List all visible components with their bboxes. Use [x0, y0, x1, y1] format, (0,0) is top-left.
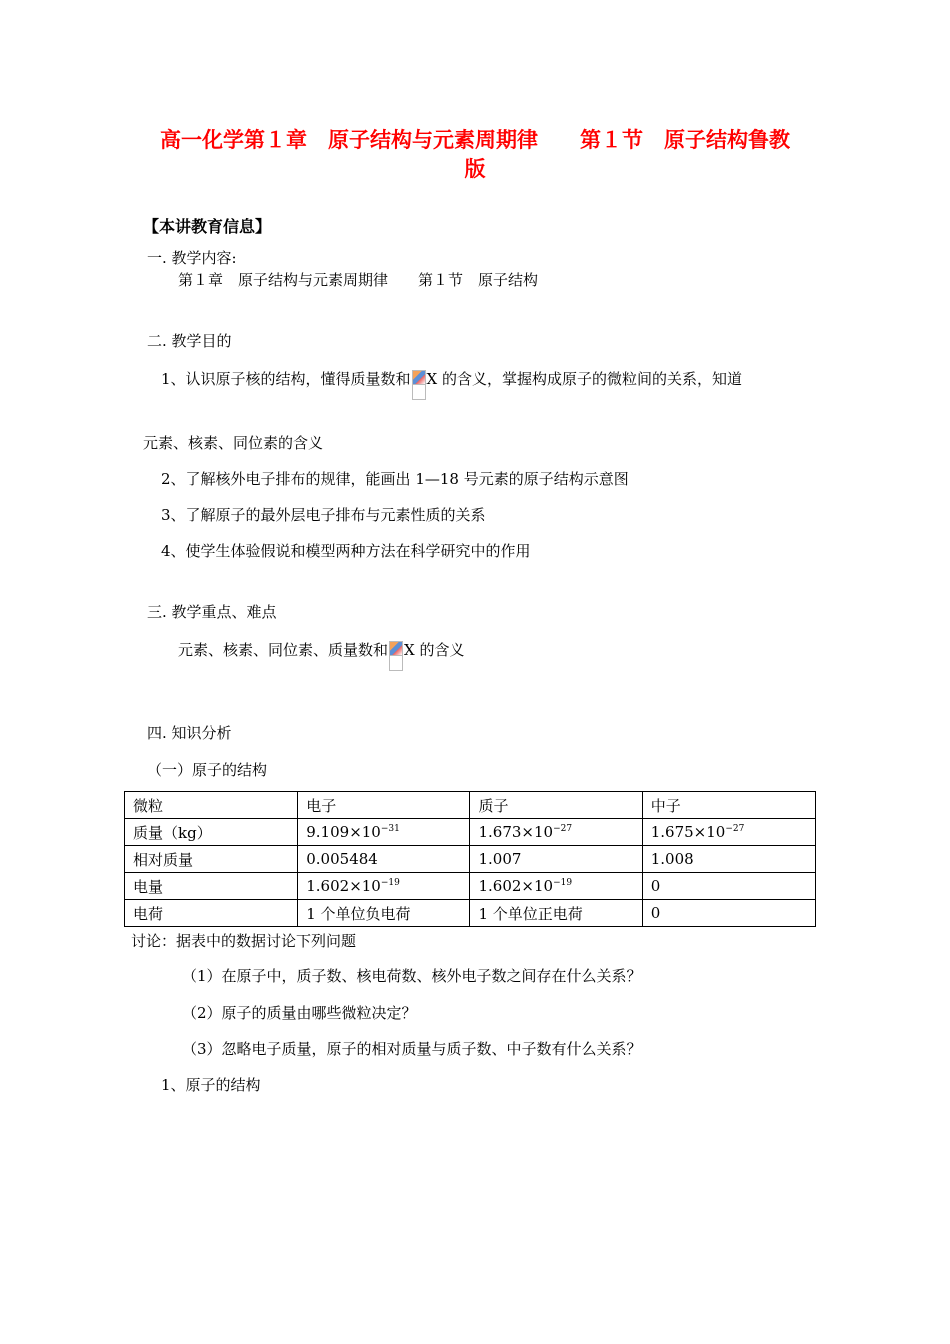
value-base: 1.602×10 [478, 877, 554, 895]
objective-1 [161, 369, 742, 400]
table-cell [470, 819, 642, 846]
subsection-atom-structure: （一）原子的结构 [147, 761, 268, 779]
objective-3: 3、了解原子的最外层电子排布与元素性质的关系 [161, 506, 486, 524]
table-cell: 1.008 [642, 846, 815, 873]
value-exponent: −27 [725, 824, 745, 834]
section-3-text-b: X 的含义 [404, 641, 465, 659]
value-exponent: −19 [380, 878, 400, 888]
section-1-heading: 一. 教学内容: [147, 249, 237, 267]
broken-image-icon [389, 641, 403, 671]
section-3-content [178, 640, 464, 671]
row-label: 电荷 [125, 900, 298, 927]
objective-4: 4、使学生体验假说和模型两种方法在科学研究中的作用 [161, 542, 531, 560]
row-label: 质量（kg） [125, 819, 298, 846]
table-header-cell: 电子 [298, 792, 470, 819]
table-header-cell: 微粒 [125, 792, 298, 819]
particle-table [124, 791, 816, 927]
value-base: 1.675×10 [650, 823, 726, 841]
table-row [125, 873, 816, 900]
table-row [125, 819, 816, 846]
section-header: 【本讲教育信息】 [143, 217, 272, 236]
table-cell [642, 819, 815, 846]
table-header-cell: 中子 [642, 792, 815, 819]
row-label: 相对质量 [125, 846, 298, 873]
table-cell [298, 873, 470, 900]
table-header-row [125, 792, 816, 819]
section-4-heading: 四. 知识分析 [147, 724, 232, 742]
discussion-lead: 讨论：据表中的数据讨论下列问题 [131, 932, 357, 950]
value-exponent: −27 [553, 824, 573, 834]
value-base: 1.673×10 [478, 823, 554, 841]
section-1-content: 第１章 原子结构与元素周期律 第１节 原子结构 [178, 271, 539, 289]
table-row [125, 900, 816, 927]
table-cell: 0.005484 [298, 846, 470, 873]
objective-2: 2、了解核外电子排布的规律，能画出 1—18 号元素的原子结构示意图 [161, 470, 629, 488]
table-row [125, 846, 816, 873]
table-cell [470, 873, 642, 900]
table-cell: 1 个单位正电荷 [470, 900, 642, 927]
section-2-heading: 二. 教学目的 [147, 332, 232, 350]
discussion-question-3: （3）忽略电子质量，原子的相对质量与质子数、中子数有什么关系？ [182, 1040, 642, 1058]
broken-image-icon [412, 370, 426, 400]
objective-1-text-a: 1、认识原子核的结构，懂得质量数和 [161, 370, 411, 388]
value-exponent: −19 [553, 878, 573, 888]
document-title-line-2: 版 [464, 157, 486, 181]
discussion-question-1: （1）在原子中，质子数、核电荷数、核外电子数之间存在什么关系？ [182, 967, 642, 985]
table-cell [298, 819, 470, 846]
sub-heading-atom-structure: 1、原子的结构 [161, 1076, 261, 1094]
section-3-text-a: 元素、核素、同位素、质量数和 [178, 641, 389, 659]
document-title-line-1: 高一化学第１章 原子结构与元素周期律 第１节 原子结构鲁教 [160, 128, 790, 152]
value-base: 9.109×10 [306, 823, 381, 841]
section-3-heading: 三. 教学重点、难点 [147, 603, 277, 621]
table-cell: 0 [642, 900, 815, 927]
objective-1-continuation: 元素、核素、同位素的含义 [143, 434, 324, 452]
objective-1-text-b: X 的含义，掌握构成原子的微粒间的关系，知道 [426, 370, 742, 388]
value-base: 1.602×10 [306, 877, 381, 895]
table-cell: 0 [642, 873, 815, 900]
table-cell: 1.007 [470, 846, 642, 873]
discussion-question-2: （2）原子的质量由哪些微粒决定？ [182, 1004, 417, 1022]
table-header-cell: 质子 [470, 792, 642, 819]
table-cell: 1 个单位负电荷 [298, 900, 470, 927]
row-label: 电量 [125, 873, 298, 900]
value-exponent: −31 [380, 824, 400, 834]
